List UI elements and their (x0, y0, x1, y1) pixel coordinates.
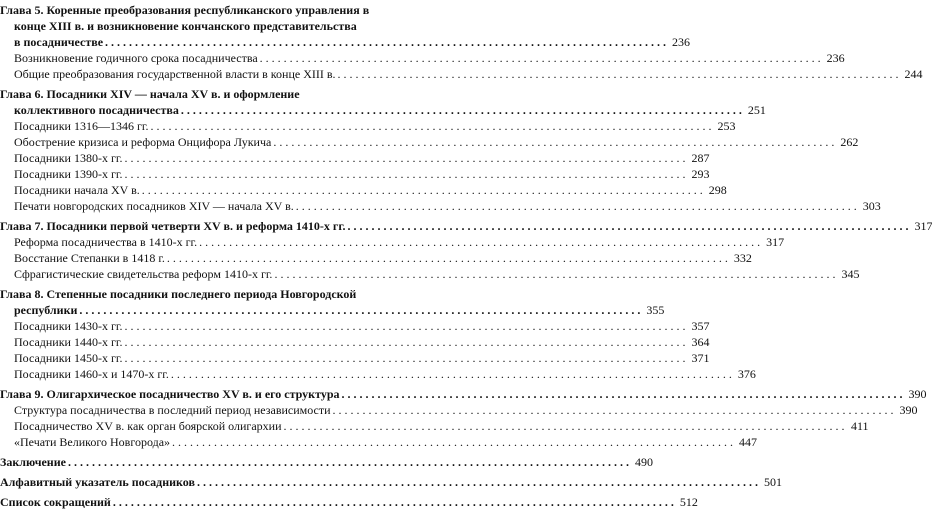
page-number: 357 (691, 319, 710, 333)
section-title: Посадничество XV в. как орган боярской олигархии (14, 419, 282, 433)
page-number: 355 (646, 303, 665, 317)
section-title: Посадники 1460-х и 1470-х гг. (14, 367, 169, 381)
section-entry[interactable] (0, 134, 859, 150)
dot-leader (167, 250, 728, 266)
chapter-title-line: коллективного посадничества (14, 103, 179, 117)
back-matter-entry[interactable] (0, 494, 698, 510)
chapter-title-line: в посадничестве (14, 35, 104, 49)
page-number: 244 (904, 67, 923, 81)
section-entry[interactable] (0, 234, 785, 250)
back-matter-entry[interactable] (0, 474, 782, 490)
dot-leader (142, 182, 703, 198)
page-number: 303 (862, 199, 881, 213)
page-number: 236 (672, 35, 691, 49)
dot-leader (284, 418, 845, 434)
section-title: «Печати Великого Новгорода» (14, 435, 171, 449)
chapter-6-entry[interactable] (0, 86, 766, 118)
dot-leader (347, 218, 908, 234)
section-title: Печати новгородских посадников XIV — начала XV в. (14, 199, 294, 213)
page-number: 332 (733, 251, 752, 265)
section-title: Обострение кризиса и реформа Онцифора Лукича (14, 135, 272, 149)
page-number: 236 (826, 51, 845, 65)
page-number: 253 (717, 119, 736, 133)
back-matter-entry[interactable] (0, 454, 653, 470)
section-entry[interactable] (0, 366, 756, 382)
section-title: Посадники 1450-х гг. (14, 351, 123, 365)
page-number: 390 (908, 387, 927, 401)
chapter-9-entry[interactable] (0, 386, 927, 402)
back-matter-title: Заключение (0, 455, 66, 469)
section-entry[interactable] (0, 418, 869, 434)
dot-leader (333, 402, 894, 418)
dot-leader (181, 102, 742, 118)
page-number: 364 (691, 335, 710, 349)
chapter-5-entry[interactable] (0, 2, 691, 50)
chapter-title-line: Глава 7. Посадники первой четверти XV в. и реформа 1410-х гг. (0, 219, 346, 233)
page-number: 317 (914, 219, 932, 233)
dot-leader (68, 454, 629, 470)
section-entry[interactable] (0, 402, 918, 418)
dot-leader (342, 386, 903, 402)
section-entry[interactable] (0, 198, 881, 214)
dot-leader (274, 266, 835, 282)
section-entry[interactable] (0, 334, 710, 350)
chapter-8-entry[interactable] (0, 286, 665, 318)
dot-leader (172, 434, 733, 450)
chapter-title-line: Глава 9. Олигархическое посадничество XV в. и его структура (0, 387, 340, 401)
section-entry[interactable] (0, 250, 752, 266)
page-number: 501 (763, 475, 782, 489)
dot-leader (124, 350, 685, 366)
section-entry[interactable] (0, 266, 860, 282)
section-entry[interactable] (0, 434, 758, 450)
section-entry[interactable] (0, 166, 710, 182)
dot-leader (273, 134, 834, 150)
section-entry[interactable] (0, 318, 710, 334)
dot-leader (338, 66, 899, 82)
page-number: 262 (840, 135, 859, 149)
section-title: Посадники 1380-х гг. (14, 151, 123, 165)
page-number: 293 (691, 167, 710, 181)
chapter-title-line: Глава 5. Коренные преобразования республиканского управления в (0, 3, 370, 17)
section-title: Посадники 1390-х гг. (14, 167, 123, 181)
section-title: Реформа посадничества в 1410-х гг. (14, 235, 198, 249)
section-entry[interactable] (0, 118, 736, 134)
page-number: 287 (691, 151, 710, 165)
page-number: 390 (899, 403, 918, 417)
section-title: Посадники 1430-х гг. (14, 319, 123, 333)
section-title: Восстание Степанки в 1418 г. (14, 251, 165, 265)
dot-leader (197, 474, 758, 490)
section-entry[interactable] (0, 50, 845, 66)
back-matter-title: Алфавитный указатель посадников (0, 475, 195, 489)
dot-leader (124, 166, 685, 182)
page-number: 512 (679, 495, 698, 509)
page-number: 376 (737, 367, 756, 381)
section-title: Общие преобразования государственной власти в конце XIII в. (14, 67, 336, 81)
section-title: Посадники 1316—1346 гг. (14, 119, 149, 133)
page-number: 447 (739, 435, 758, 449)
section-title: Возникновение годичного срока посадничества (14, 51, 258, 65)
section-entry[interactable] (0, 150, 710, 166)
dot-leader (260, 50, 821, 66)
page-number: 371 (691, 351, 710, 365)
dot-leader (113, 494, 674, 510)
page-number: 345 (841, 267, 860, 281)
dot-leader (124, 150, 685, 166)
section-title: Посадники 1440-х гг. (14, 335, 123, 349)
chapter-7-entry[interactable] (0, 218, 932, 234)
back-matter-title: Список сокращений (0, 495, 111, 509)
dot-leader (199, 234, 760, 250)
dot-leader (296, 198, 857, 214)
section-title: Структура посадничества в последний период независимости (14, 403, 331, 417)
page-number: 411 (850, 419, 869, 433)
dot-leader (124, 318, 685, 334)
section-entry[interactable] (0, 66, 923, 82)
section-title: Сфрагистические свидетельства реформ 1410-х гг. (14, 267, 273, 281)
page-number: 298 (708, 183, 727, 197)
section-title: Посадники начала XV в. (14, 183, 140, 197)
dot-leader (150, 118, 711, 134)
section-entry[interactable] (0, 350, 710, 366)
dot-leader (171, 366, 732, 382)
dot-leader (105, 34, 666, 50)
chapter-title-line: Глава 6. Посадники XIV — начала XV в. и оформление (0, 87, 300, 101)
page-number: 317 (766, 235, 785, 249)
page-number: 490 (634, 455, 653, 469)
chapter-title-line: конце XIII в. и возникновение кончанского представительства (14, 19, 357, 33)
chapter-title-line: Глава 8. Степенные посадники последнего периода Новгородской (0, 287, 357, 301)
chapter-title-line: республики (14, 303, 78, 317)
section-entry[interactable] (0, 182, 727, 198)
dot-leader (124, 334, 685, 350)
page-number: 251 (747, 103, 766, 117)
dot-leader (79, 302, 640, 318)
